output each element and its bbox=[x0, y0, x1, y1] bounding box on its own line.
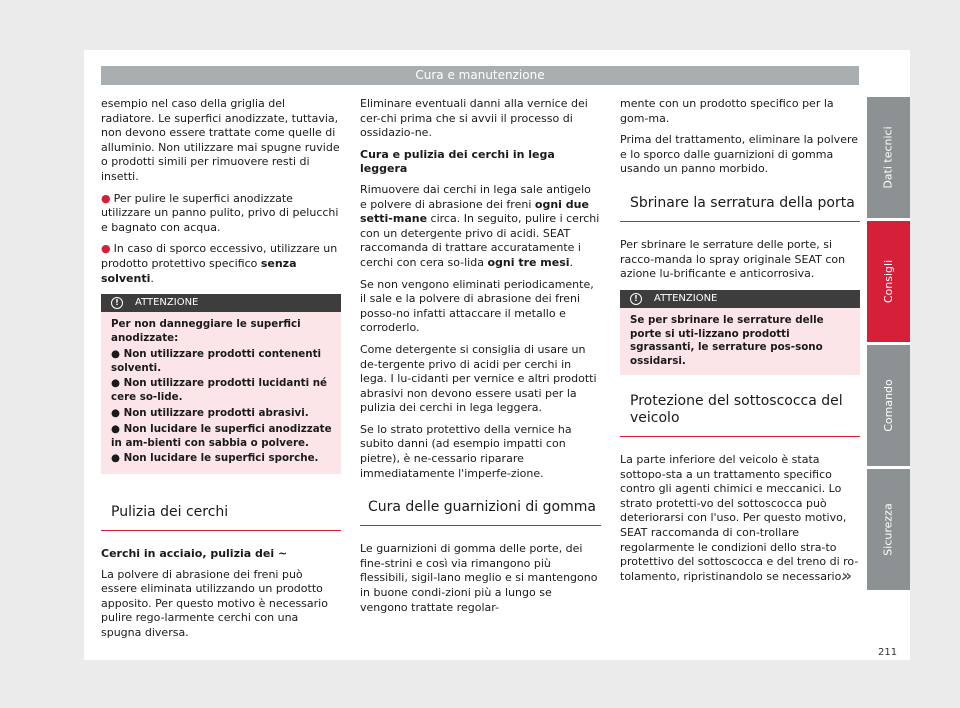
section-heading: Pulizia dei cerchi bbox=[101, 504, 341, 531]
paragraph: Per sbrinare le serrature delle porte, si racco-manda lo spray originale SEAT con azione lu-brificante e anticorrosiva. bbox=[620, 237, 846, 281]
bullet-icon: ● bbox=[101, 242, 111, 256]
warning-icon: ! bbox=[630, 293, 642, 305]
warning-body bbox=[101, 312, 341, 474]
paragraph: Se lo strato protettivo della vernice ha subito danni (ad esempio impatti con pietre), è ne-cessario riparare immediatamente l'imperfe-zione. bbox=[360, 422, 572, 480]
column-1 bbox=[101, 97, 341, 648]
warning-title: Per non danneggiare le superfici anodizzate: bbox=[111, 318, 301, 344]
warning-icon: ! bbox=[111, 297, 123, 309]
bullet-item: ● Per pulire le superfici anodizzate utilizzare un panno pulito, privo di pelucchi e bagnato con acqua. bbox=[101, 191, 339, 234]
section-heading: Protezione del sottoscocca del veicolo bbox=[620, 393, 860, 437]
bullet-icon: ● bbox=[111, 377, 124, 390]
bullet-item: ● In caso di sporco eccessivo, utilizzare un prodotto protettivo specifico senza solventi. bbox=[101, 242, 338, 285]
paragraph: La polvere di abrasione dei freni può essere eliminata utilizzando un prodotto apposito. Per questo motivo è necessario pulire rego-larmente cerchi con una spugna diversa. bbox=[101, 567, 328, 640]
warning-body: Se per sbrinare le serrature delle porte si uti-lizzano prodotti sgrassanti, le serrature pos-sono ossidarsi. bbox=[630, 313, 824, 368]
bullet-icon: ● bbox=[111, 406, 124, 419]
paragraph: Se non vengono eliminati periodicamente, il sale e la polvere di abrasione dei freni posso-no infatti attaccare il metallo e corroderlo. bbox=[360, 277, 594, 335]
warning-item: ● Non utilizzare prodotti contenenti solventi. bbox=[111, 347, 322, 374]
page-number: 211 bbox=[878, 647, 898, 658]
column-3 bbox=[620, 97, 860, 607]
warning-item: ● Non utilizzare prodotti abrasivi. bbox=[111, 406, 309, 419]
paragraph: Le guarnizioni di gomma delle porte, dei fine-strini e così via rimangono più flessibili, sigil-lano meglio e si mantengono in buone condi-zioni più a lungo se vengono trattate regolar- bbox=[360, 542, 598, 614]
chapter-tabs bbox=[867, 97, 910, 593]
paragraph: Come detergente si consiglia di usare un de-tergente privo di acidi per cerchi in lega. I lu-cidanti per vernice e altri prodotti abrasivi non devono essere usati per la pulizia dei cerchi in lega leggera. bbox=[360, 342, 597, 415]
warning-header: ! ATTENZIONE bbox=[620, 290, 860, 308]
subheading: Cura e pulizia dei cerchi in lega leggera bbox=[360, 147, 555, 176]
paragraph: Eliminare eventuali danni alla vernice dei cer-chi prima che si avvii il processo di ossidazio-ne. bbox=[360, 97, 588, 140]
tab-consigli[interactable]: Consigli bbox=[867, 221, 910, 342]
warning-box bbox=[620, 290, 860, 375]
warning-box bbox=[101, 294, 341, 474]
warning-item: ● Non lucidare le superfici anodizzate in am-bienti con sabbia o polvere. bbox=[111, 422, 332, 449]
paragraph: mente con un prodotto specifico per la gom-ma. bbox=[620, 97, 834, 125]
paragraph: esempio nel caso della griglia del radiatore. Le superfici anodizzate, tuttavia, non devono essere trattate come quelle di alluminio. Non utilizzare mai spugne ruvide o prodotti simili per rimuovere resti di insetti. bbox=[101, 97, 340, 183]
bullet-icon: ● bbox=[101, 191, 111, 205]
column-2 bbox=[360, 97, 601, 622]
warning-header: ! ATTENZIONE bbox=[101, 294, 341, 312]
continue-arrow-icon: » bbox=[841, 566, 852, 586]
tab-dati-tecnici[interactable]: Dati tecnici bbox=[867, 97, 910, 218]
running-header: Cura e manutenzione bbox=[101, 66, 859, 85]
paragraph: La parte inferiore del veicolo è stata sottopo-sta a un trattamento specifico contro gli agenti chimici e meccanici. Lo strato protetti-vo del sottoscocca può deteriorarsi con l'uso. Per questo motivo, SEAT raccomanda di con-trollare regolarmente le condizioni dello stra-to protettivo del sottoscocca e del treno di ro-tolamento, ripristinandolo se necessario. bbox=[620, 452, 859, 583]
bullet-icon: ● bbox=[111, 452, 124, 465]
warning-item: ● Non lucidare le superfici sporche. bbox=[111, 452, 319, 465]
paragraph: Prima del trattamento, eliminare la polvere e lo sporco dalle guarnizioni di gomma usando un panno morbido. bbox=[620, 133, 859, 176]
paragraph: Rimuovere dai cerchi in lega sale antigelo e polvere di abrasione dei freni ogni due setti-mane circa. In seguito, pulire i cerchi con un detergente privo di acidi. SEAT raccomanda di trattare accuratamente i cerchi con cera so-lida ogni tre mesi. bbox=[360, 182, 600, 269]
tab-sicurezza[interactable]: Sicurezza bbox=[867, 469, 910, 590]
section-heading: Sbrinare la serratura della porta bbox=[620, 195, 860, 222]
tab-comando[interactable]: Comando bbox=[867, 345, 910, 466]
subheading: Cerchi in acciaio, pulizia dei ~ bbox=[101, 547, 288, 561]
warning-item: ● Non utilizzare prodotti lucidanti né cere so-lide. bbox=[111, 377, 328, 404]
bullet-icon: ● bbox=[111, 347, 124, 360]
section-heading: Cura delle guarnizioni di gomma bbox=[360, 499, 601, 526]
bullet-icon: ● bbox=[111, 422, 124, 435]
